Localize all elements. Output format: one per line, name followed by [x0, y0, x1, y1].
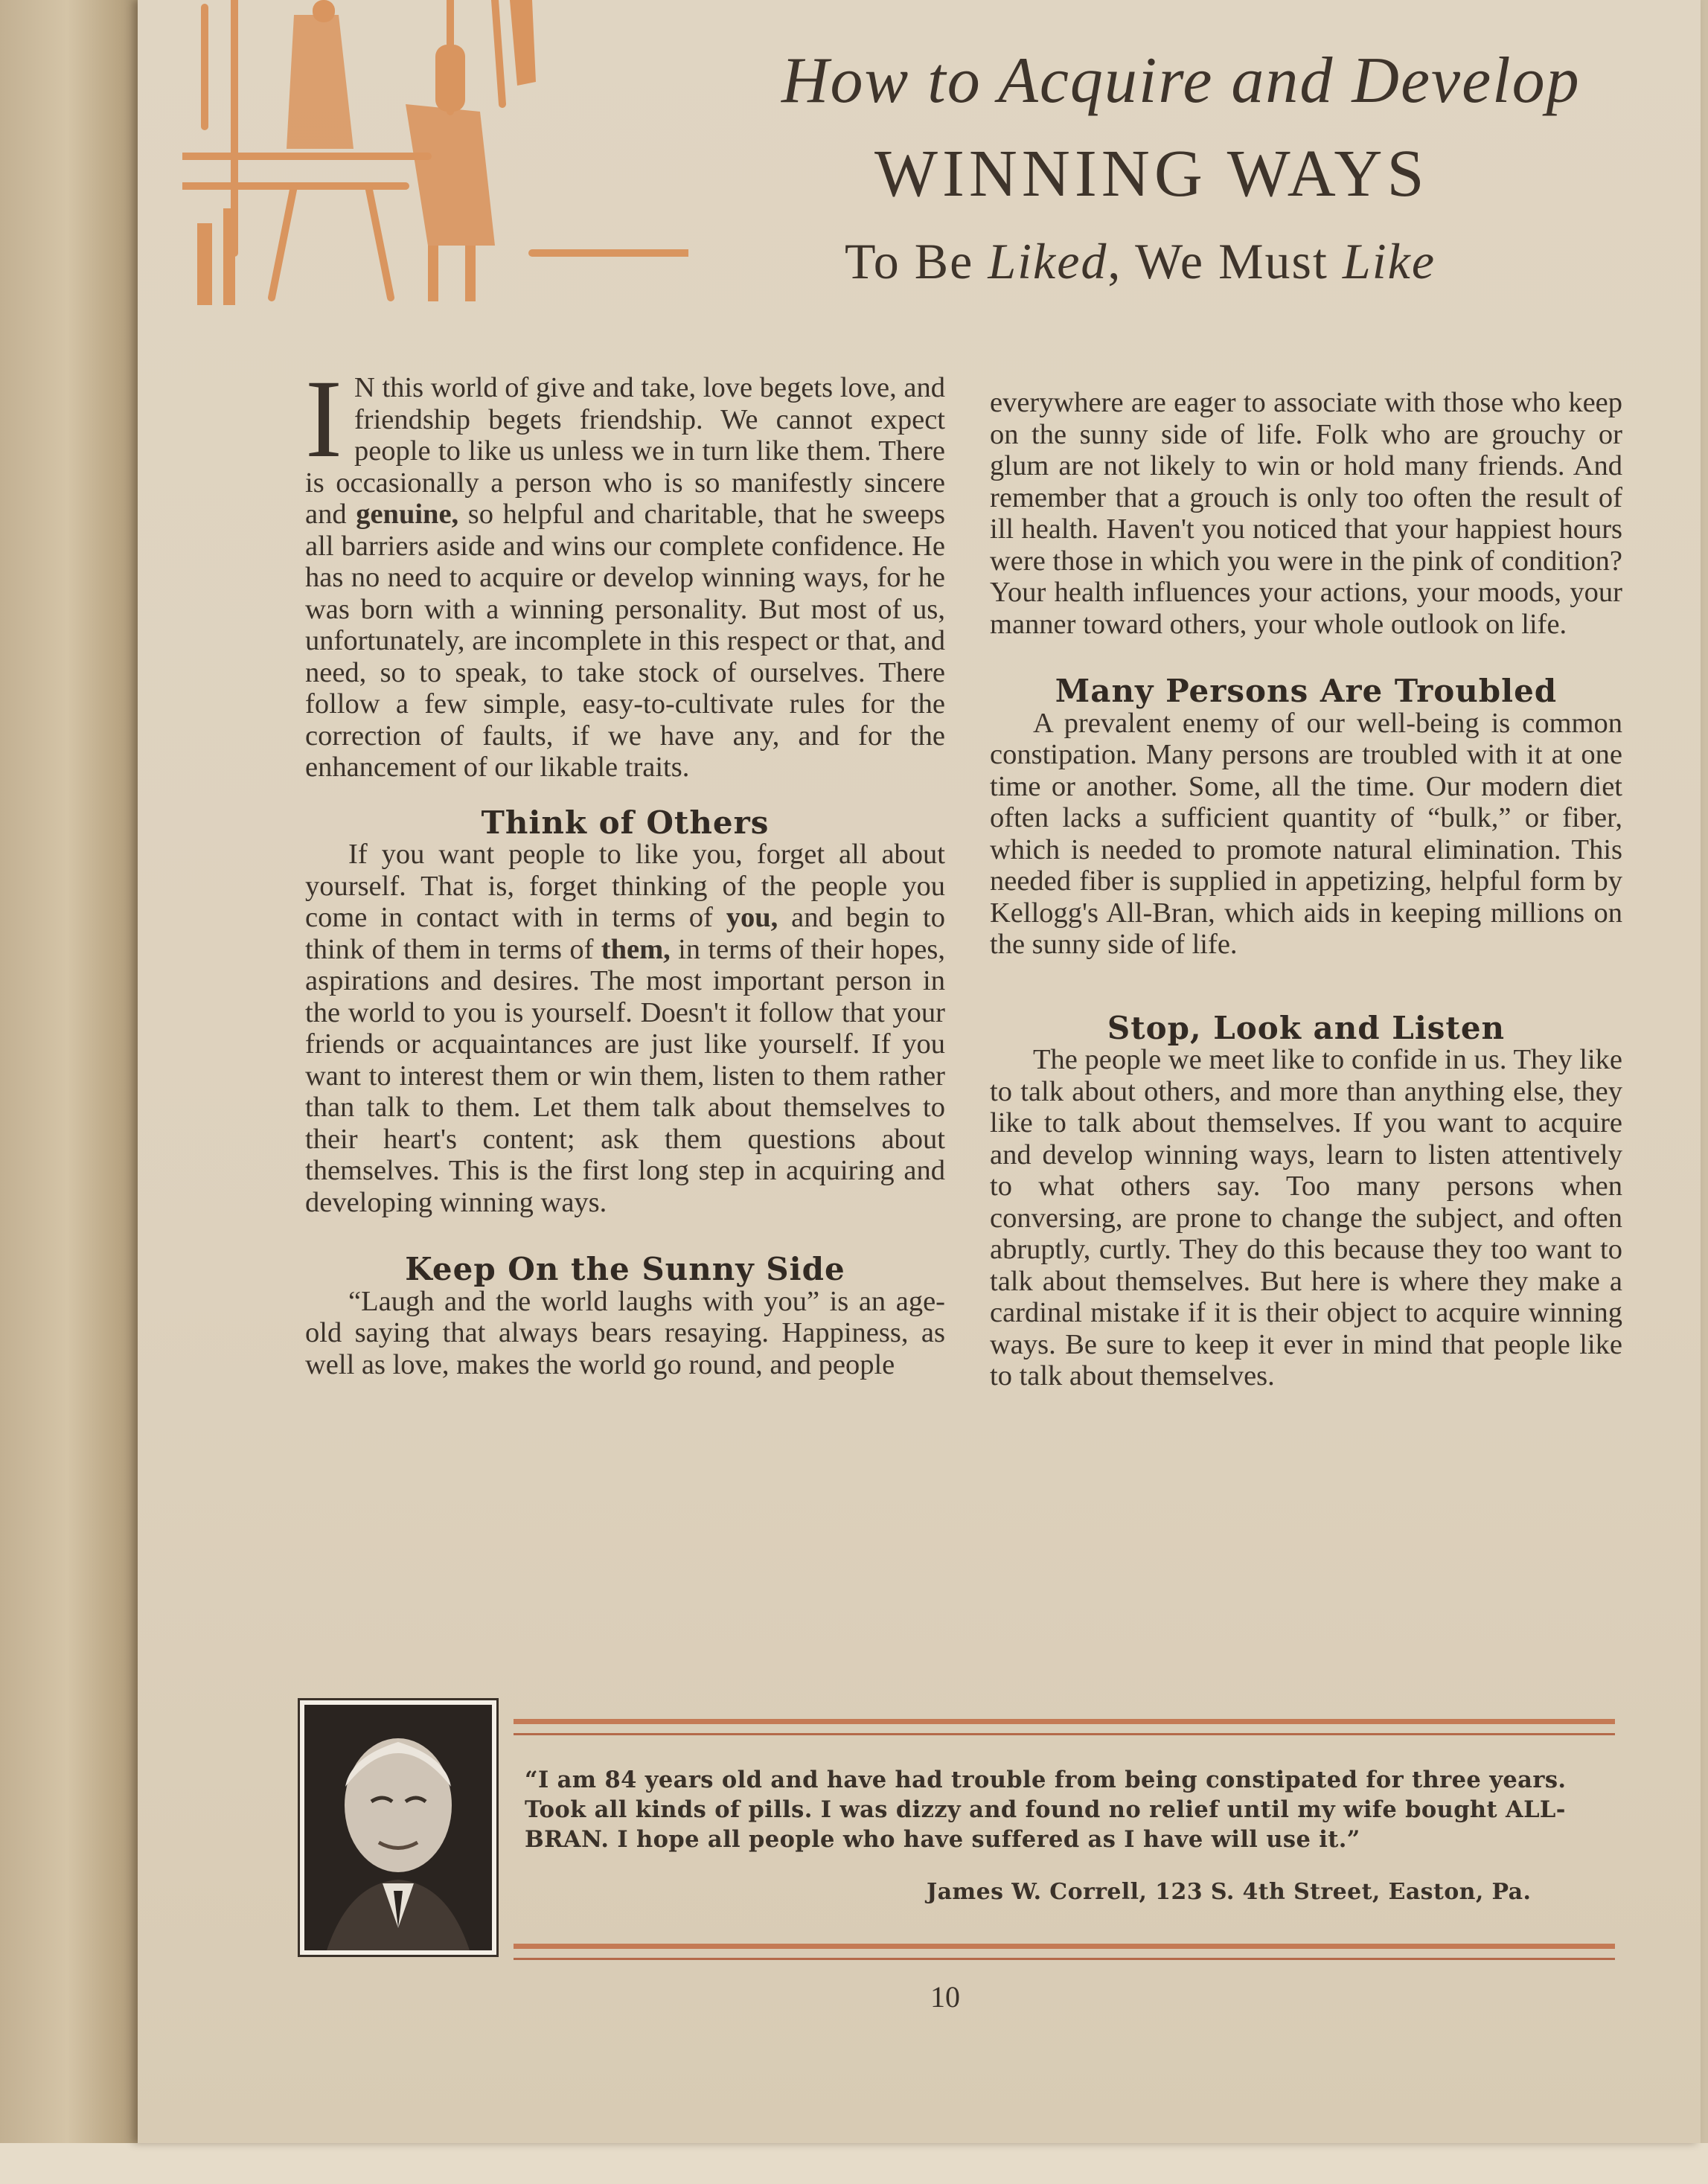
testimonial-quote: “I am 84 years old and have had trouble from being constipated for three years. Took all kinds of pills. I was dizzy and found no relief until my wife bought ALL-BRAN. I hope all people who have suffered as I have will use it.” [525, 1767, 1567, 1853]
troubled-paragraph: A prevalent enemy of our well-being is common constipation. Many persons are troubled with it at one time or another. Some, all the time. Our modern diet often lacks a sufficient quantity of “bulk,” or fiber, which is needed to promote natural elimination. This needed fiber is supplied in appetizing, helpful form by Kellogg's All-Bran, which aids in keeping millions on the sunny side of life. [990, 707, 1622, 960]
heading-sunny-side: Keep On the Sunny Side [405, 1251, 845, 1287]
testimonial-signature: James W. Correll, 123 S. 4th Street, Easton, Pa. [927, 1879, 1532, 1905]
book-spine [0, 0, 149, 2184]
top-rule [514, 1719, 1615, 1735]
stop-look-paragraph: The people we meet like to confide in us. They like to talk about others, and more than anything else, they like to talk about themselves. If you want to acquire and develop winning ways, learn to listen attentively to what others say. Too many persons when conversing, are prone to change the subject, and often abruptly, curtly. They do this because they too want to talk about themselves. But here is where they make a cardinal mistake if it is their object to acquire winning ways. Be sure to keep it ever in mind that people like to talk about themselves. [990, 1044, 1622, 1392]
header-illustration [182, 0, 688, 313]
page-number: 10 [930, 1980, 960, 2014]
left-column [305, 357, 945, 1380]
header-subtitle: To Be Liked, We Must Like [845, 233, 1436, 289]
sunny-side-paragraph: “Laugh and the world laughs with you” is an age-old saying that always bears resaying. Happiness, as well as love, makes the world go round, and people [305, 1285, 945, 1380]
right-column [990, 387, 1622, 1392]
background-surface [0, 2143, 1708, 2184]
heading-think-of-others: Think of Others [481, 804, 770, 841]
intro-paragraph: I N this world of give and take, love begets love, and friendship begets friendship. We cannot expect people to like us unless we in turn like them. There is occasionally a person who is so manifestly sincere and genuine, so helpful and charitable, that he sweeps all barriers aside and wins our complete confidence. He has no need to acquire or develop winning ways, for he was born with a winning personality. But most of us, unfortunately, are incomplete in this respect or that, and need, so to speak, to take stock of ourselves. There follow a few simple, easy-to-cultivate rules for the correction of faults, if we have any, and for the enhancement of our likable traits. [305, 357, 945, 783]
sunny-side-continued: everywhere are eager to associate with those who keep on the sunny side of life. Folk who are grouchy or glum are not likely to win or hold many friends. And remember that a grouch is only too often the result of ill health. Haven't you noticed that your happiest hours were those in which you were in the pink of condition? Your health influences your actions, your moods, your manner toward others, your whole outlook on life. [990, 387, 1622, 640]
heading-many-persons-troubled: Many Persons Are Troubled [1055, 673, 1558, 709]
testimonial-photo [298, 1698, 499, 1957]
portrait-image [304, 1705, 492, 1950]
header-kicker: How to Acquire and Develop [781, 45, 1581, 117]
heading-stop-look-listen: Stop, Look and Listen [1107, 1009, 1506, 1046]
bottom-rule [514, 1944, 1615, 1960]
header-title: WINNING WAYS [874, 137, 1429, 211]
think-of-others-paragraph: If you want people to like you, forget all about yourself. That is, forget thinking of the people you come in contact with in terms of you, and begin to think of them in terms of them, in terms of their hopes, aspirations and desires. The most important person in the world to you is yourself. Doesn't it follow that your friends or acquaintances are just like yourself. If you want to interest them or win them, listen to them rather than talk to them. Let them talk about themselves to their heart's content; ask them questions about themselves. This is the first long step in acquiring and developing winning ways. [305, 839, 945, 1218]
drop-cap: I [305, 357, 342, 481]
